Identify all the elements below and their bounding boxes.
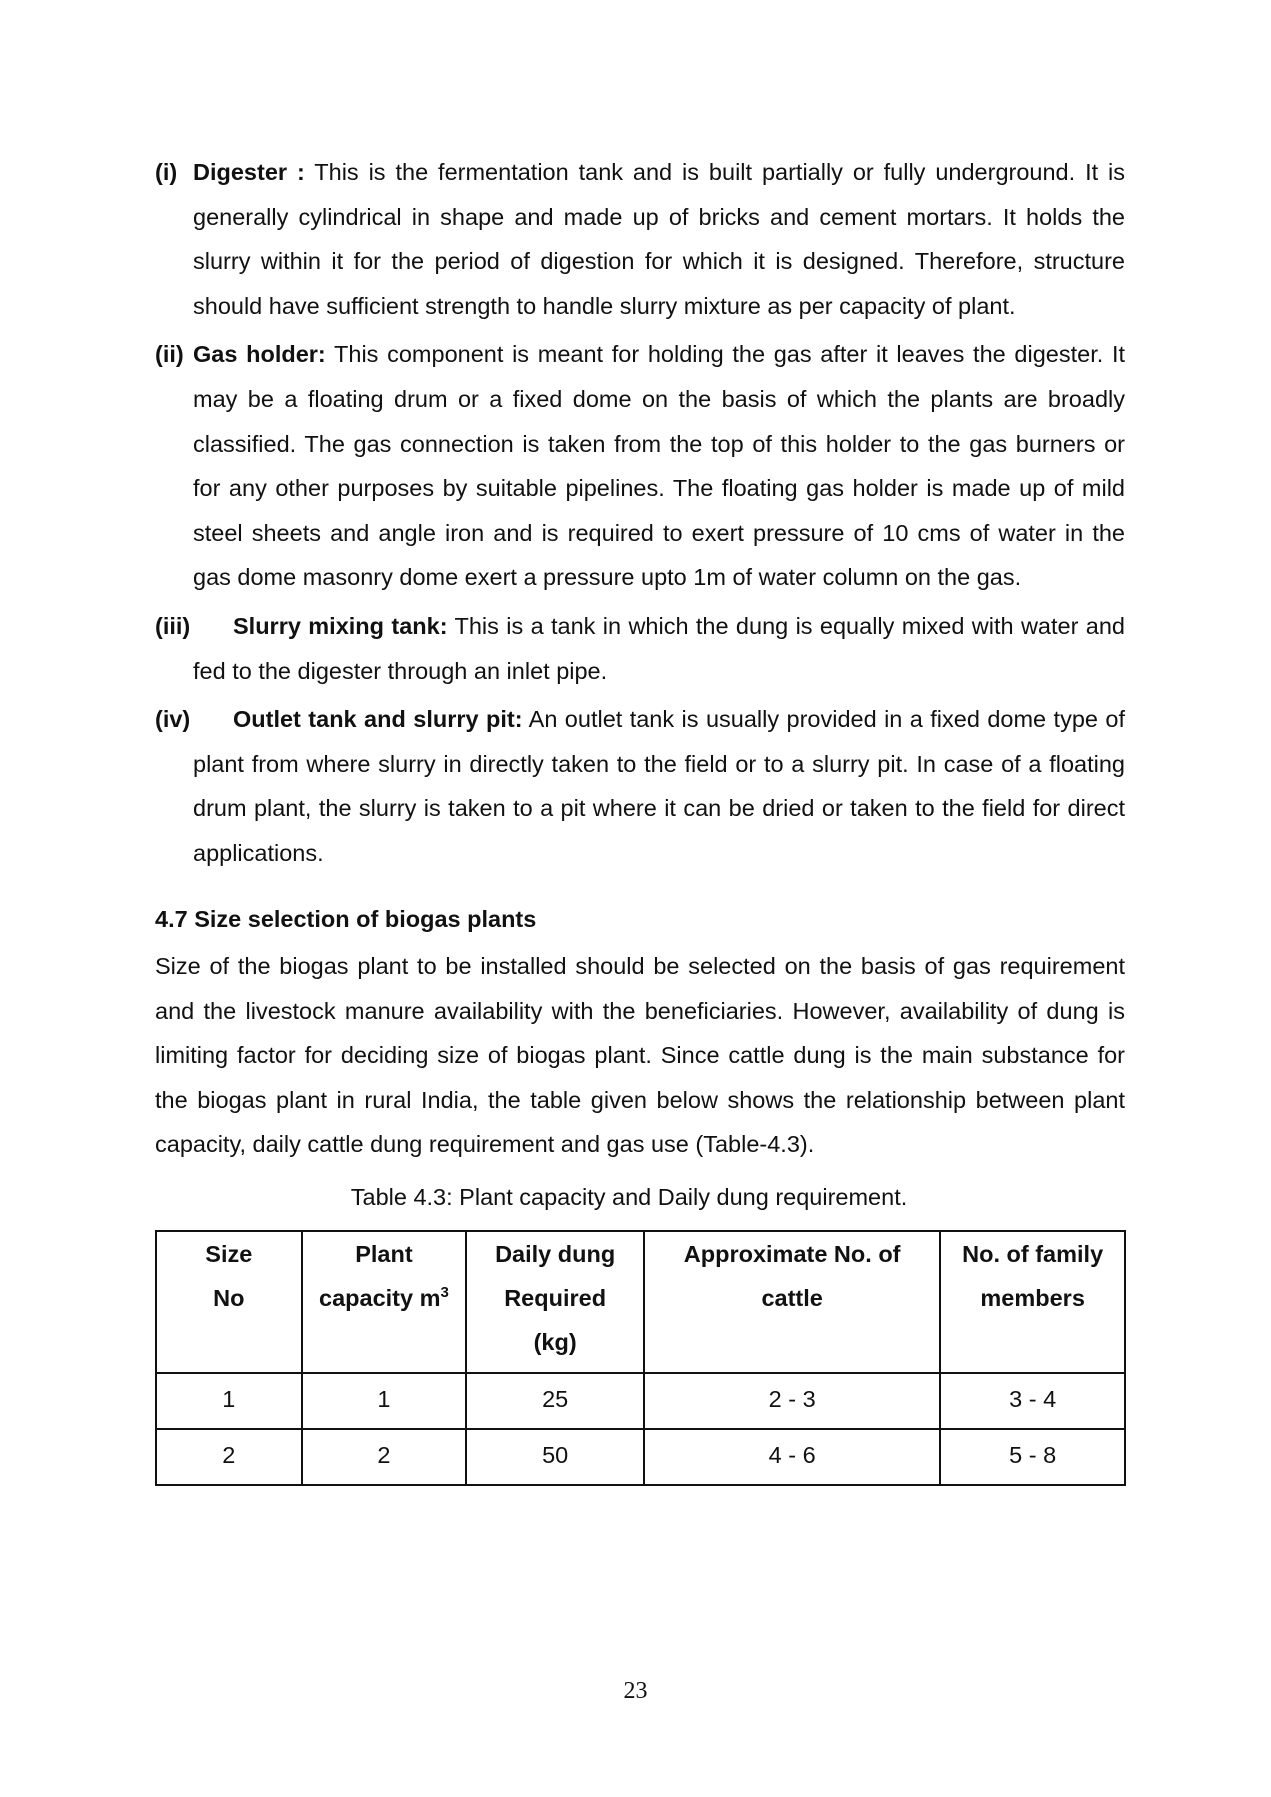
section-paragraph: Size of the biogas plant to be installed should be selected on the basis of gas requirement and the livestock manure availability with the beneficiaries. However, availability of dung is limiting factor for deciding size of biogas plant. Since cattle dung is the main substance for the biogas plant in rural India, the table given below shows the relationship between plant capacity, daily cattle dung requirement and gas use (Table-4.3). — [155, 953, 1125, 1158]
header-text: Plant — [355, 1240, 413, 1267]
plant-capacity-table — [155, 1230, 1126, 1486]
table-cell: 4 - 6 — [644, 1429, 940, 1485]
table-cell: 3 - 4 — [940, 1373, 1125, 1429]
header-text: Size — [205, 1240, 253, 1267]
list-item-number: (iv) — [155, 706, 191, 733]
list-item-number: (iii) — [155, 612, 191, 639]
list-item-body — [193, 150, 1125, 328]
table-cell: 1 — [156, 1373, 302, 1429]
column-header-cattle — [644, 1231, 940, 1373]
table-caption: Table 4.3: Plant capacity and Daily dung requirement. — [350, 1184, 908, 1211]
list-item-body — [193, 332, 1125, 600]
column-header-family-members — [940, 1231, 1125, 1373]
column-header-plant-capacity — [302, 1231, 467, 1373]
table-cell: 5 - 8 — [940, 1429, 1125, 1485]
list-item-number: (i) — [155, 159, 178, 185]
list-item-outlet-tank — [155, 697, 1125, 875]
header-text: cattle — [761, 1284, 823, 1311]
header-text: members — [980, 1284, 1085, 1311]
header-text: (kg) — [533, 1328, 577, 1355]
column-header-daily-dung — [466, 1231, 644, 1373]
list-item-gas-holder — [155, 332, 1125, 600]
table-header-row — [156, 1231, 1125, 1373]
list-item-number: (ii) — [155, 341, 184, 368]
list-item-text: This is the fermentation tank and is built partially or fully underground. It is generally cylindrical in shape and made up of bricks and cement mortars. It holds the slurry within it for the period of digestion for which it is designed. Therefore, structure should have sufficient strength to handle slurry mixture as per capacity of plant. — [193, 159, 1126, 319]
list-item-term: Gas holder: — [193, 341, 326, 368]
table-cell: 1 — [302, 1373, 467, 1429]
table-row — [156, 1429, 1125, 1485]
header-text: capacity m — [319, 1284, 441, 1311]
table-cell: 25 — [466, 1373, 644, 1429]
table-cell: 50 — [466, 1429, 644, 1485]
header-text: Required — [504, 1284, 607, 1311]
list-item-term: Slurry mixing tank: — [233, 612, 448, 639]
list-item-text: This component is meant for holding the gas after it leaves the digester. It may be a floating drum or a fixed dome on the basis of which the plants are broadly classified. The gas connection is taken from the top of this holder to the gas burners or for any other purposes by suitable pipelines. The floating gas holder is made up of mild steel sheets and angle iron and is required to exert pressure of 10 cms of water in the gas dome masonry dome exert a pressure upto 1m of water column on the gas. — [193, 341, 1125, 591]
column-header-size-no — [156, 1231, 302, 1373]
section-heading: 4.7 Size selection of biogas plants — [155, 905, 537, 932]
list-item-text: An outlet tank is usually provided in a fixed dome type of plant from where slurry in directly taken to the field or to a slurry pit. In case of a floating drum plant, the slurry is taken to a pit where it can be dried or taken to the field for direct applications. — [193, 706, 1125, 866]
table-row — [156, 1373, 1125, 1429]
list-item-text: This is a tank in which the dung is equally mixed with water and fed to the digester through an inlet pipe. — [193, 612, 1125, 684]
header-text: Approximate No. of — [683, 1240, 901, 1267]
header-text: No — [213, 1284, 245, 1311]
header-text: Daily dung — [495, 1240, 616, 1267]
list-item-body — [193, 697, 1125, 875]
document-page — [155, 150, 1125, 1486]
superscript: 3 — [440, 1283, 449, 1301]
table-cell: 2 — [156, 1429, 302, 1485]
list-item-term: Digester : — [193, 159, 305, 185]
header-text: No. of family — [962, 1240, 1104, 1267]
list-item-slurry-mixing-tank — [155, 604, 1125, 693]
table-cell: 2 — [302, 1429, 467, 1485]
page-number: 23 — [623, 1678, 648, 1704]
list-item-term: Outlet tank and slurry pit: — [233, 706, 523, 733]
table-cell: 2 - 3 — [644, 1373, 940, 1429]
list-item-digester — [155, 150, 1125, 328]
list-item-body — [193, 604, 1125, 693]
